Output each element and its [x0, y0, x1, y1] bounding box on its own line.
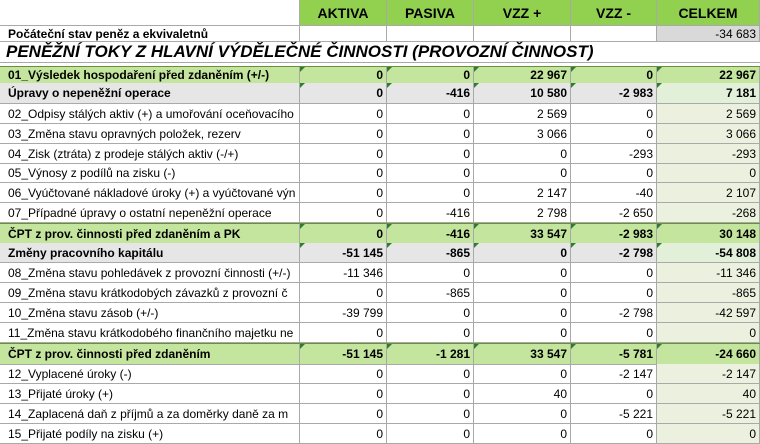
cell-aktiva[interactable]: 0 [300, 283, 387, 303]
row-label[interactable]: 02_Odpisy stálých aktiv (+) a umořování oceňovacího [0, 104, 300, 124]
cell-pasiva[interactable]: 0 [387, 164, 474, 183]
table-row [0, 263, 760, 283]
cell-vzz-plus[interactable]: 0 [474, 303, 571, 323]
opening-total[interactable]: -34 683 [657, 26, 760, 42]
cell-vzz-minus[interactable]: 0 [571, 124, 657, 144]
cell-vzz-minus[interactable]: 0 [571, 263, 657, 283]
cell-pasiva[interactable]: 0 [387, 384, 474, 404]
cell-vzz-plus[interactable]: 33 547 [474, 344, 571, 365]
cell-celkem[interactable]: -293 [657, 144, 760, 164]
cell-aktiva[interactable]: 0 [300, 124, 387, 144]
cell-aktiva[interactable]: 0 [300, 424, 387, 444]
section-title[interactable]: PENĚŽNÍ TOKY Z HLAVNÍ VÝDĚLEČNÉ ČINNOSTI (PROVOZNÍ ČINNOST) [0, 41, 760, 63]
cell-pasiva[interactable]: 0 [387, 183, 474, 203]
cell-aktiva[interactable]: -51 145 [300, 243, 387, 263]
cell-vzz-plus[interactable]: 0 [474, 424, 571, 444]
table-row [0, 404, 760, 424]
header-row [0, 0, 760, 26]
cell-vzz-minus[interactable]: -5 781 [571, 344, 657, 365]
row-label[interactable]: Úpravy o nepeněžní operace [0, 83, 300, 104]
cell-vzz-plus[interactable]: 0 [474, 144, 571, 164]
cell-vzz-plus[interactable]: 33 547 [474, 224, 571, 244]
cell-pasiva[interactable]: -865 [387, 283, 474, 303]
cell-celkem[interactable]: 40 [657, 384, 760, 404]
cell-vzz-minus[interactable]: -2 650 [571, 203, 657, 223]
cell-celkem[interactable]: 30 148 [657, 224, 760, 244]
cell-vzz-minus[interactable]: -293 [571, 144, 657, 164]
cell-celkem[interactable]: -5 221 [657, 404, 760, 424]
cell-pasiva[interactable]: -416 [387, 83, 474, 104]
cell-celkem[interactable]: -2 147 [657, 364, 760, 384]
cell-celkem[interactable]: -24 660 [657, 344, 760, 365]
opening-vzz-plus[interactable] [474, 26, 571, 42]
row-label[interactable]: 07_Případné úpravy o ostatní nepeněžní operace [0, 203, 300, 223]
table-row [0, 124, 760, 144]
table-row [0, 384, 760, 404]
cell-vzz-plus[interactable]: 3 066 [474, 124, 571, 144]
cell-vzz-plus[interactable]: 2 147 [474, 183, 571, 203]
cell-celkem[interactable]: -11 346 [657, 263, 760, 283]
cell-celkem[interactable]: -54 808 [657, 243, 760, 263]
row-label[interactable]: 15_Přijaté podíly na zisku (+) [0, 424, 300, 444]
table-row [0, 424, 760, 444]
row-label[interactable]: ČPT z prov. činnosti před zdaněním [0, 344, 300, 365]
cell-vzz-plus[interactable]: 0 [474, 243, 571, 263]
row-label[interactable]: 13_Přijaté úroky (+) [0, 384, 300, 404]
cell-celkem[interactable]: 22 967 [657, 67, 760, 84]
cell-pasiva[interactable]: -865 [387, 243, 474, 263]
cell-celkem[interactable]: 2 569 [657, 104, 760, 124]
cell-celkem[interactable]: 7 181 [657, 83, 760, 104]
cell-aktiva[interactable]: 0 [300, 323, 387, 343]
table-row [0, 144, 760, 164]
cell-aktiva[interactable]: 0 [300, 144, 387, 164]
cell-aktiva[interactable]: -11 346 [300, 263, 387, 283]
col-header-pasiva[interactable]: PASIVA [387, 0, 474, 26]
row-label[interactable]: 01_Výsledek hospodaření před zdaněním (+/-) [0, 67, 300, 84]
table-row [0, 164, 760, 183]
table-row [0, 183, 760, 203]
opening-label[interactable]: Počáteční stav peněz a ekvivaletnů [0, 26, 300, 42]
cell-vzz-minus[interactable]: 0 [571, 283, 657, 303]
cell-vzz-minus[interactable]: 0 [571, 67, 657, 84]
cell-celkem[interactable]: -42 597 [657, 303, 760, 323]
table-row [0, 303, 760, 323]
cell-vzz-plus[interactable]: 40 [474, 384, 571, 404]
cell-celkem[interactable]: 0 [657, 424, 760, 444]
cell-aktiva[interactable]: 0 [300, 164, 387, 183]
cell-pasiva[interactable]: -1 281 [387, 344, 474, 365]
table-row [0, 83, 760, 104]
table-row [0, 243, 760, 263]
table-row [0, 104, 760, 124]
cell-aktiva[interactable]: 0 [300, 83, 387, 104]
cell-vzz-minus[interactable]: 0 [571, 384, 657, 404]
row-label[interactable]: 14_Zaplacená daň z příjmů a za doměrky daně za m [0, 404, 300, 424]
cell-aktiva[interactable]: 0 [300, 364, 387, 384]
row-label[interactable]: 12_Vyplacené úroky (-) [0, 364, 300, 384]
cell-vzz-minus[interactable]: -2 983 [571, 224, 657, 244]
cell-vzz-minus[interactable]: -2 798 [571, 303, 657, 323]
row-label[interactable]: 09_Změna stavu krátkodobých závazků z provozní č [0, 283, 300, 303]
col-header-vzz-minus[interactable]: VZZ - [571, 0, 657, 26]
cell-vzz-plus[interactable]: 0 [474, 323, 571, 343]
cell-vzz-plus[interactable]: 0 [474, 164, 571, 183]
cell-pasiva[interactable]: -416 [387, 224, 474, 244]
cell-pasiva[interactable]: 0 [387, 104, 474, 124]
row-label[interactable]: 06_Vyúčtované nákladové úroky (+) a vyúčtované výn [0, 183, 300, 203]
cell-celkem[interactable]: -268 [657, 203, 760, 223]
row-label[interactable]: 08_Změna stavu pohledávek z provozní činnosti (+/-) [0, 263, 300, 283]
cell-vzz-plus[interactable]: 10 580 [474, 83, 571, 104]
col-header-aktiva[interactable]: AKTIVA [300, 0, 387, 26]
cell-aktiva[interactable]: 0 [300, 384, 387, 404]
cell-pasiva[interactable]: 0 [387, 323, 474, 343]
cell-vzz-minus[interactable]: -2 147 [571, 364, 657, 384]
cell-vzz-plus[interactable]: 2 798 [474, 203, 571, 223]
row-label[interactable]: 11_Změna stavu krátkodobého finančního majetku ne [0, 323, 300, 343]
cell-aktiva[interactable]: 0 [300, 404, 387, 424]
cell-vzz-minus[interactable]: 0 [571, 323, 657, 343]
table-row [0, 343, 760, 365]
cell-vzz-minus[interactable]: -2 983 [571, 83, 657, 104]
cell-celkem[interactable]: -865 [657, 283, 760, 303]
cell-pasiva[interactable]: 0 [387, 124, 474, 144]
col-header-celkem[interactable]: CELKEM [657, 0, 760, 26]
cell-vzz-plus[interactable]: 0 [474, 404, 571, 424]
cell-aktiva[interactable]: 0 [300, 203, 387, 223]
cell-pasiva[interactable]: 0 [387, 404, 474, 424]
cell-pasiva[interactable]: 0 [387, 263, 474, 283]
cell-vzz-plus[interactable]: 0 [474, 364, 571, 384]
table-row [0, 364, 760, 384]
cell-vzz-plus[interactable]: 0 [474, 283, 571, 303]
cell-vzz-plus[interactable]: 22 967 [474, 67, 571, 84]
table-row [0, 66, 760, 84]
cell-vzz-minus[interactable]: -5 221 [571, 404, 657, 424]
table-row [0, 323, 760, 343]
cell-pasiva[interactable]: 0 [387, 303, 474, 323]
cell-vzz-plus[interactable]: 2 569 [474, 104, 571, 124]
table-row [0, 203, 760, 223]
cell-celkem[interactable]: 0 [657, 164, 760, 183]
cell-vzz-minus[interactable]: -2 798 [571, 243, 657, 263]
header-corner[interactable] [0, 0, 300, 26]
opening-vzz-minus[interactable] [571, 26, 657, 42]
row-label[interactable]: Změny pracovního kapitálu [0, 243, 300, 263]
col-header-vzz-plus[interactable]: VZZ + [474, 0, 571, 26]
cell-pasiva[interactable]: -416 [387, 203, 474, 223]
cell-pasiva[interactable]: 0 [387, 364, 474, 384]
cell-aktiva[interactable]: 0 [300, 183, 387, 203]
table-row [0, 223, 760, 244]
cell-vzz-minus[interactable]: -40 [571, 183, 657, 203]
row-label[interactable]: 04_Zisk (ztráta) z prodeje stálých aktiv (-/+) [0, 144, 300, 164]
cell-vzz-minus[interactable]: 0 [571, 164, 657, 183]
cell-celkem[interactable]: 3 066 [657, 124, 760, 144]
cell-pasiva[interactable]: 0 [387, 144, 474, 164]
cell-pasiva[interactable]: 0 [387, 67, 474, 84]
cell-aktiva[interactable]: 0 [300, 67, 387, 84]
opening-pasiva[interactable] [387, 26, 474, 42]
cell-aktiva[interactable]: 0 [300, 224, 387, 244]
row-label[interactable]: ČPT z prov. činnosti před zdaněním a PK [0, 224, 300, 244]
row-label[interactable]: 03_Změna stavu opravných položek, rezerv [0, 124, 300, 144]
cell-aktiva[interactable]: -51 145 [300, 344, 387, 365]
row-label[interactable]: 10_Změna stavu zásob (+/-) [0, 303, 300, 323]
opening-aktiva[interactable] [300, 26, 387, 42]
cell-celkem[interactable]: 0 [657, 323, 760, 343]
cell-celkem[interactable]: 2 107 [657, 183, 760, 203]
cell-aktiva[interactable]: -39 799 [300, 303, 387, 323]
cell-pasiva[interactable]: 0 [387, 424, 474, 444]
row-label[interactable]: 05_Výnosy z podílů na zisku (-) [0, 164, 300, 183]
cell-vzz-minus[interactable]: 0 [571, 104, 657, 124]
opening-row [0, 26, 760, 42]
cell-vzz-plus[interactable]: 0 [474, 263, 571, 283]
cell-vzz-minus[interactable]: 0 [571, 424, 657, 444]
cell-aktiva[interactable]: 0 [300, 104, 387, 124]
table-row [0, 283, 760, 303]
